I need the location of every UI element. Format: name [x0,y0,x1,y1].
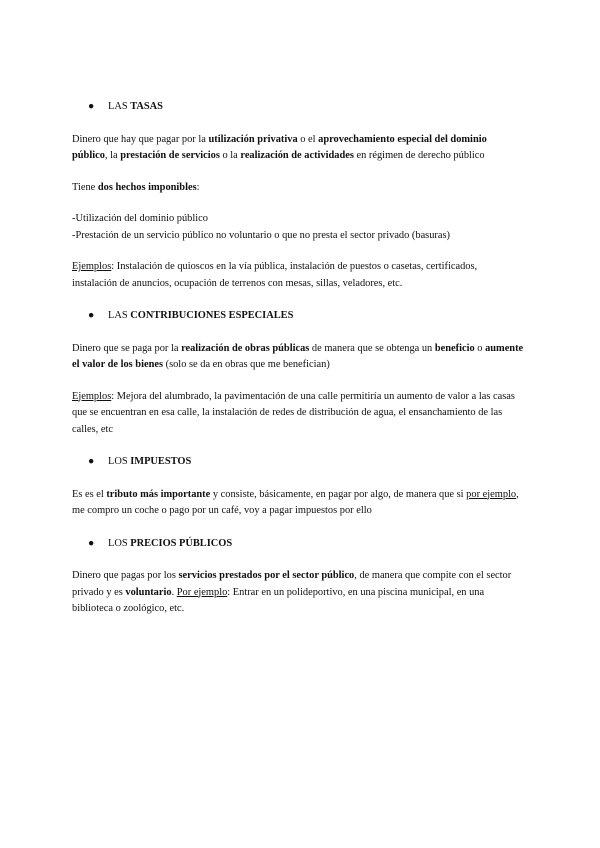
underlined-text: por ejemplo [466,488,517,500]
text-run: , la [104,150,121,161]
section-definition [72,132,524,165]
heading-prefix: LAS [108,310,131,321]
bold-text: realización de actividades [240,150,354,161]
text-run: -Utilización del dominio público [72,213,208,224]
bold-text: servicios prestados por el sector público [178,570,355,581]
text-run: , me compro un coche o pago por un café, voy a pagar impuestos por ello [72,488,519,516]
text-run: Dinero que hay que pagar por la [72,133,209,145]
text-run: Dinero que pagas por los [72,570,179,581]
bold-text: utilización privativa [208,133,298,145]
text-run: : [196,181,200,193]
bold-text: beneficio [434,342,475,354]
section-paragraph [72,180,524,197]
text-run: , de manera que compite con el sector privado y es [72,570,512,598]
text-run: : Entrar en un polideportivo, en una piscina municipal, en una biblioteca o zoológico, etc. [72,586,485,614]
text-run: o la [219,150,241,161]
section-definition [72,568,524,618]
text-run: . [171,586,177,598]
heading-title: PRECIOS PÚBLICOS [130,537,233,549]
section-paragraph [72,389,524,439]
text-run: (solo se da en obras que me benefician) [163,359,330,370]
bold-text: tributo más importante [106,488,211,500]
section-paragraph [72,211,524,244]
section-definition [72,487,524,520]
text-run: -Prestación de un servicio público no voluntario o que no presta el sector privado (basuras) [72,229,450,241]
heading-title: IMPUESTOS [130,456,192,467]
section-definition [72,341,524,374]
bullet-icon: ● [88,101,95,112]
text-run: y consiste, básicamente, en pagar por algo, de manera que si [210,488,467,500]
text-run: o el [297,133,319,145]
section-heading [72,99,524,116]
bullet-icon: ● [88,456,95,467]
bullet-icon: ● [88,310,95,321]
text-run: : Instalación de quioscos en la vía pública, instalación de puestos o casetas, certificados, instalación de anuncios, ocupación de terrenos con mesas, sillas, veladores, etc. [72,261,478,289]
bullet-icon: ● [88,537,95,549]
heading-title: TASAS [130,101,163,112]
bold-text: prestación de servicios [120,150,220,161]
heading-prefix: LOS [108,456,131,467]
heading-prefix: LAS [108,101,131,112]
heading-title: CONTRIBUCIONES ESPECIALES [130,310,294,321]
text-run: Es es el [72,488,107,500]
bold-text: realización de obras públicas [181,342,310,354]
underlined-text: Ejemplos [72,261,112,272]
text-run: de manera que se obtenga un [309,342,435,354]
text-run: Dinero que se paga por la [72,342,182,354]
text-run: en régimen de derecho público [353,150,485,161]
bold-text: dos hechos imponibles [97,181,197,193]
section-heading [72,454,524,471]
text-run: o [474,342,486,354]
section-heading [72,536,524,553]
text-run: : Mejora del alumbrado, la pavimentación de una calle permitiría un aumento de valor a las casas que se encuentran en esa calle, la instalación de redes de distribución de agua, el ensanchamiento de las calles, etc [72,390,515,435]
document-content [72,99,524,618]
bold-text: aumente el valor de los bienes [72,342,524,370]
bold-text: aprovechamiento especial del dominio público [72,133,487,161]
bold-text: voluntario [125,586,172,598]
text-run: Tiene [72,181,98,193]
section-heading [72,308,524,325]
section-paragraph [72,259,524,292]
underlined-text: Por ejemplo [176,586,228,598]
underlined-text: Ejemplos [72,390,112,402]
heading-prefix: LOS [108,537,131,549]
